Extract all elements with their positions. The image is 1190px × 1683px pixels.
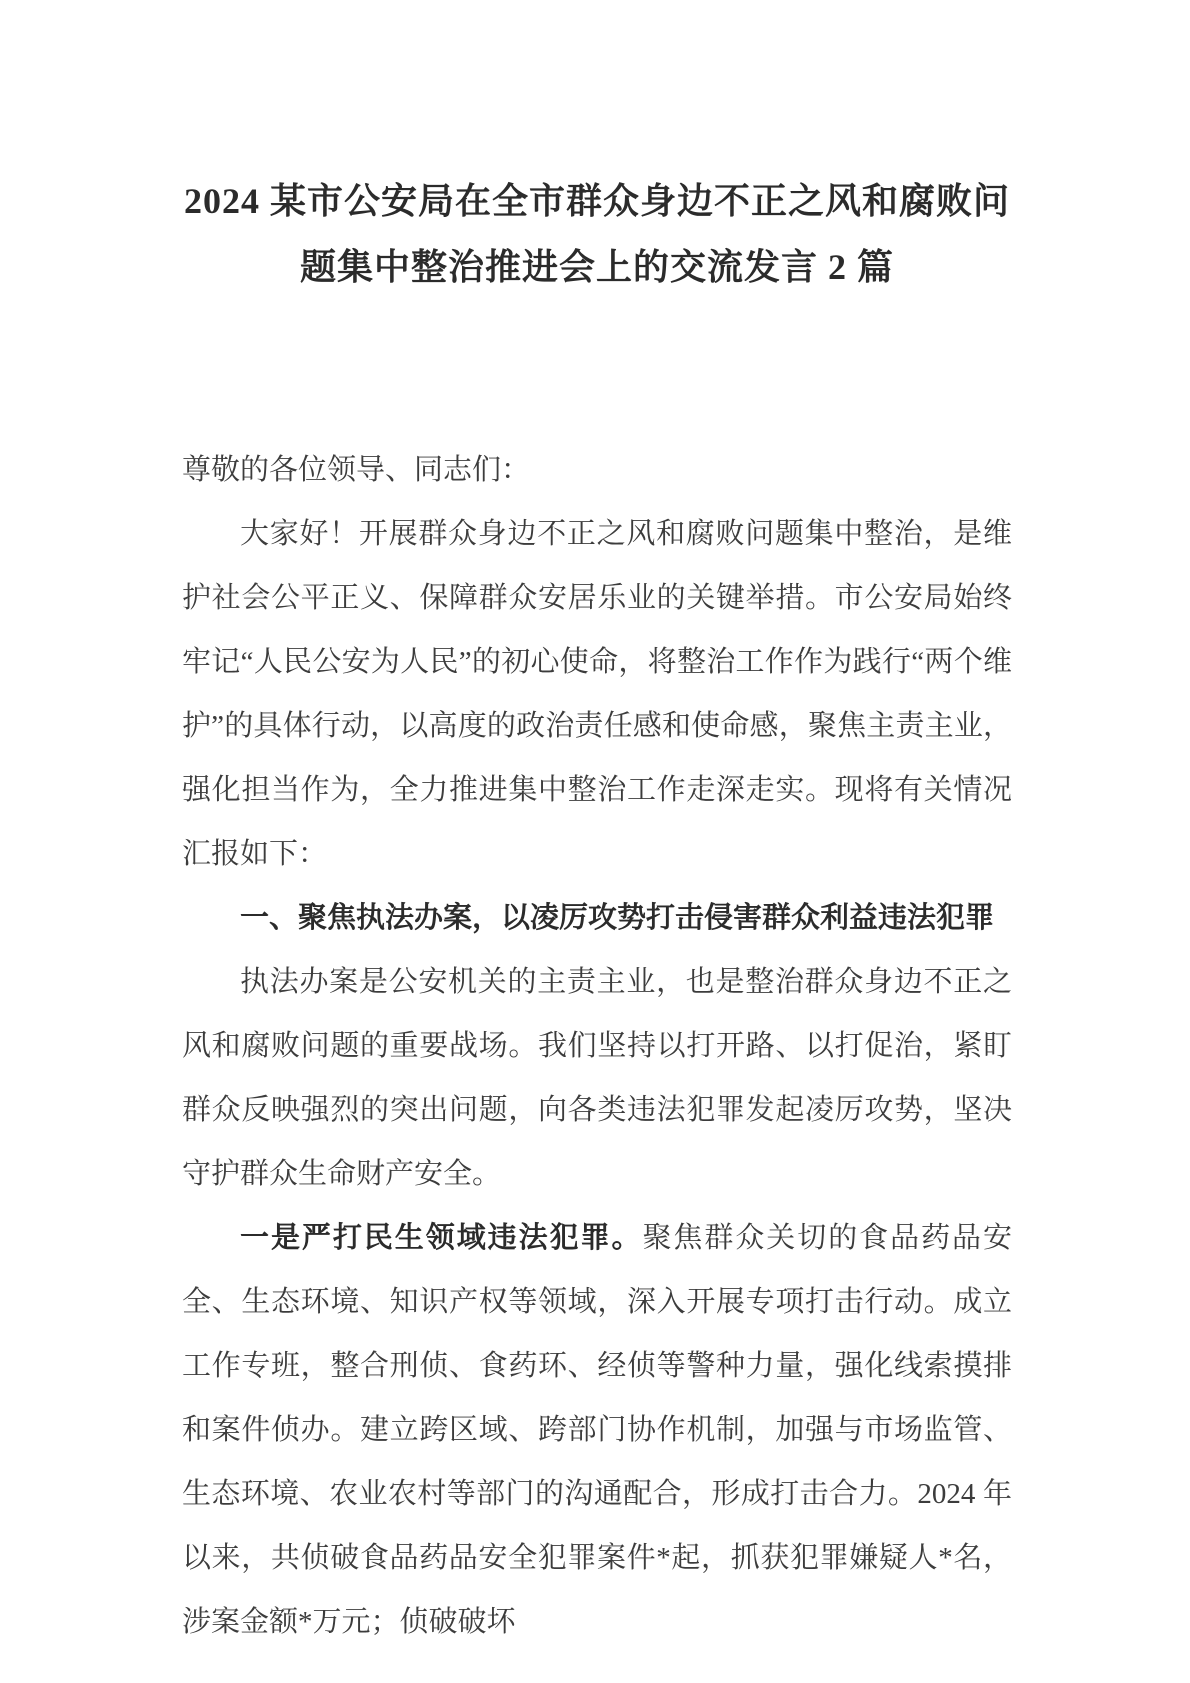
document-title: 2024 某市公安局在全市群众身边不正之风和腐败问题集中整治推进会上的交流发言 2 篇 <box>183 181 1010 287</box>
bold-text-run: 一是严打民生领域违法犯罪。 <box>240 1222 643 1254</box>
document-body <box>182 438 1012 1654</box>
section-heading <box>182 886 1012 950</box>
paragraph <box>182 950 1012 1206</box>
text-run: 大家好！开展群众身边不正之风和腐败问题集中整治，是维护社会公平正义、保障群众安居乐业的关键举措。市公安局始终牢记“人民公安为人民”的初心使命，将整治工作作为践行“两个维护”的具体行动，以高度的政治责任感和使命感，聚焦主责主业，强化担当作为，全力推进集中整治工作走深走实。现将有关情况汇报如下： <box>182 518 1012 870</box>
text-run: 执法办案是公安机关的主责主业，也是整治群众身边不正之风和腐败问题的重要战场。我们坚持以打开路、以打促治，紧盯群众反映强烈的突出问题，向各类违法犯罪发起凌厉攻势，坚决守护群众生命财产安全。 <box>182 966 1012 1190</box>
text-run: 聚焦群众关切的食品药品安全、生态环境、知识产权等领域，深入开展专项打击行动。成立工作专班，整合刑侦、食药环、经侦等警种力量，强化线索摸排和案件侦办。建立跨区域、跨部门协作机制，加强与市场监管、生态环境、农业农村等部门的沟通配合，形成打击合力。2024 年以来，共侦破食品药品安全犯罪案件*起，抓获犯罪嫌疑人*名，涉案金额*万元；侦破破坏 <box>182 1222 1012 1638</box>
paragraph <box>182 438 1012 502</box>
paragraph <box>182 1206 1012 1654</box>
text-run: 尊敬的各位领导、同志们： <box>182 454 531 486</box>
bold-text-run: 一、聚焦执法办案，以凌厉攻势打击侵害群众利益违法犯罪 <box>240 902 995 934</box>
paragraph <box>182 502 1012 886</box>
